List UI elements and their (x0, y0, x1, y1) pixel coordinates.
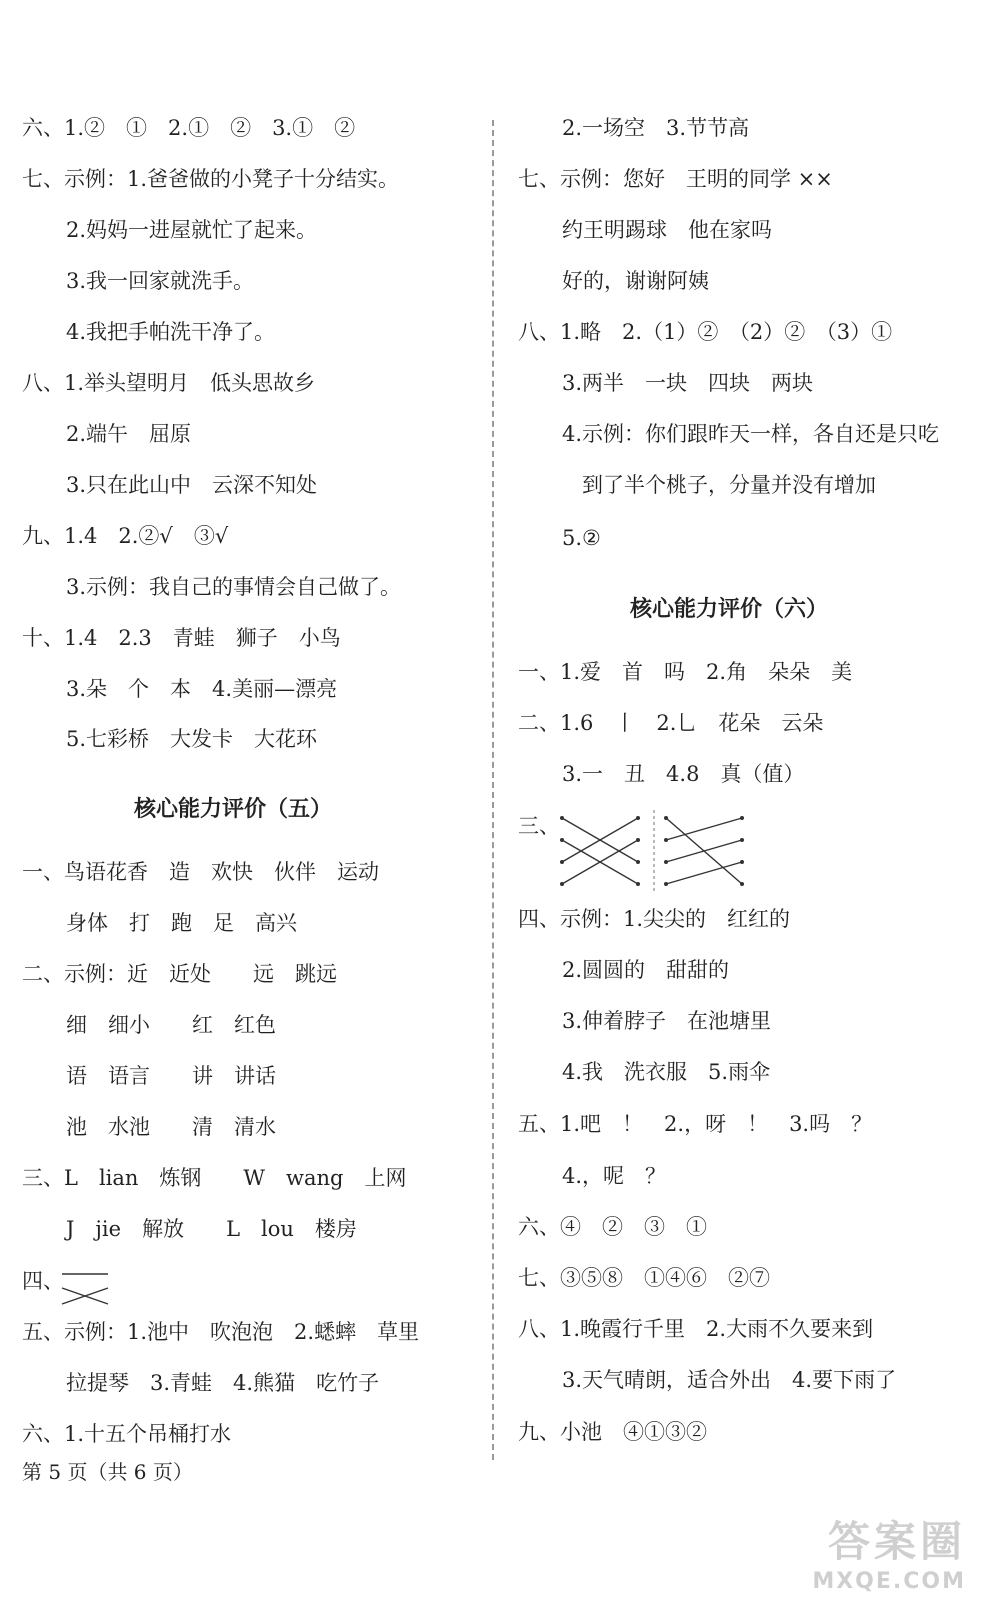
answer-line: 十、1.4 2.3 青蛙 狮子 小鸟 (22, 626, 341, 650)
section-heading: 核心能力评价（五） (134, 797, 333, 822)
answer-line: 4.我 洗衣服 5.雨伞 (562, 1060, 771, 1084)
answer-line: 4.我把手帕洗干净了。 (66, 320, 276, 344)
answer-line: 3.一 丑 4.8 真（值） (562, 762, 805, 786)
answer-line: 九、1.4 2.②√ ③√ (22, 524, 229, 548)
answer-line: 六、1.② ① 2.① ② 3.① ② (22, 116, 356, 140)
page-footer: 第 5 页（共 6 页） (22, 1460, 193, 1484)
answer-line: 5.② (562, 526, 601, 550)
answer-line: 四、示例：1.尖尖的 红红的 (518, 907, 791, 931)
answer-line: 约王明踢球 他在家吗 (562, 218, 772, 242)
answer-line: 4.，呢 ？ (562, 1164, 667, 1188)
answer-line: 五、1.吧 ！ 2.，呀 ！ 3.吗 ？ (518, 1112, 873, 1136)
answer-line: 3.两半 一块 四块 两块 (562, 371, 814, 395)
answer-line: 六、④ ② ③ ① (518, 1215, 707, 1239)
answer-line: 语 语言 讲 讲话 (66, 1064, 276, 1088)
answer-line: 3.示例：我自己的事情会自己做了。 (66, 575, 402, 599)
answer-line: 2.圆圆的 甜甜的 (562, 958, 730, 982)
answer-line: 4.示例：你们跟昨天一样，各自还是只吃 (562, 422, 940, 446)
watermark-logo (812, 1509, 966, 1594)
answer-line: 三、 (518, 814, 560, 838)
section-heading: 核心能力评价（六） (630, 597, 829, 622)
answer-line: 七、示例：1.爸爸做的小凳子十分结实。 (22, 167, 400, 191)
answer-line: 七、示例：您好 王明的同学 ×× (518, 167, 833, 191)
answer-line: 细 细小 红 红色 (66, 1013, 276, 1037)
answer-line: 3.只在此山中 云深不知处 (66, 473, 318, 497)
answer-line: 身体 打 跑 足 高兴 (66, 911, 297, 935)
answer-line: 池 水池 清 清水 (66, 1115, 276, 1139)
answer-line: 到了半个桃子，分量并没有增加 (582, 473, 876, 497)
answer-line: 二、1.6 丨 2.乚 花朵 云朵 (518, 711, 824, 735)
answer-line: 八、1.举头望明月 低头思故乡 (22, 371, 316, 395)
answer-line: 九、小池 ④①③② (518, 1420, 707, 1444)
answer-line: 好的，谢谢阿姨 (562, 269, 709, 293)
matching-lines-figure (558, 810, 748, 892)
answer-line: 3.天气晴朗，适合外出 4.要下雨了 (562, 1368, 897, 1392)
answer-line: 三、L lian 炼钢 W wang 上网 (22, 1166, 407, 1190)
answer-line: 八、1.略 2.（1）② （2）② （3）① (518, 320, 893, 344)
column-divider (492, 120, 494, 1460)
answer-line: 2.端午 屈原 (66, 422, 192, 446)
answer-line: 3.我一回家就洗手。 (66, 269, 255, 293)
answer-line: 六、1.十五个吊桶打水 (22, 1422, 232, 1446)
answer-line: 八、1.晚霞行千里 2.大雨不久要来到 (518, 1317, 874, 1341)
answer-line: 一、1.爱 首 吗 2.角 朵朵 美 (518, 660, 853, 684)
answer-line: 5.七彩桥 大发卡 大花环 (66, 727, 318, 751)
answer-line: 一、鸟语花香 造 欢快 伙伴 运动 (22, 860, 379, 884)
watermark-url: MXQE.COM (812, 1569, 966, 1594)
answer-line: 拉提琴 3.青蛙 4.熊猫 吃竹子 (66, 1371, 380, 1395)
answer-line: 2.一场空 3.节节高 (562, 116, 750, 140)
watermark-text: 答案圈 (827, 1517, 966, 1566)
answer-line: 二、示例：近 近处 远 跳远 (22, 962, 337, 986)
answer-line: 五、示例：1.池中 吹泡泡 2.蟋蟀 草里 (22, 1320, 420, 1344)
answer-line: 四、 (22, 1269, 64, 1293)
matching-lines-figure (58, 1266, 112, 1310)
answer-line: 七、③⑤⑧ ①④⑥ ②⑦ (518, 1266, 770, 1290)
answer-line: J jie 解放 L lou 楼房 (66, 1217, 357, 1241)
answer-line: 3.朵 个 本 4.美丽—漂亮 (66, 677, 338, 701)
answer-line: 3.伸着脖子 在池塘里 (562, 1009, 772, 1033)
answer-line: 2.妈妈一进屋就忙了起来。 (66, 218, 318, 242)
